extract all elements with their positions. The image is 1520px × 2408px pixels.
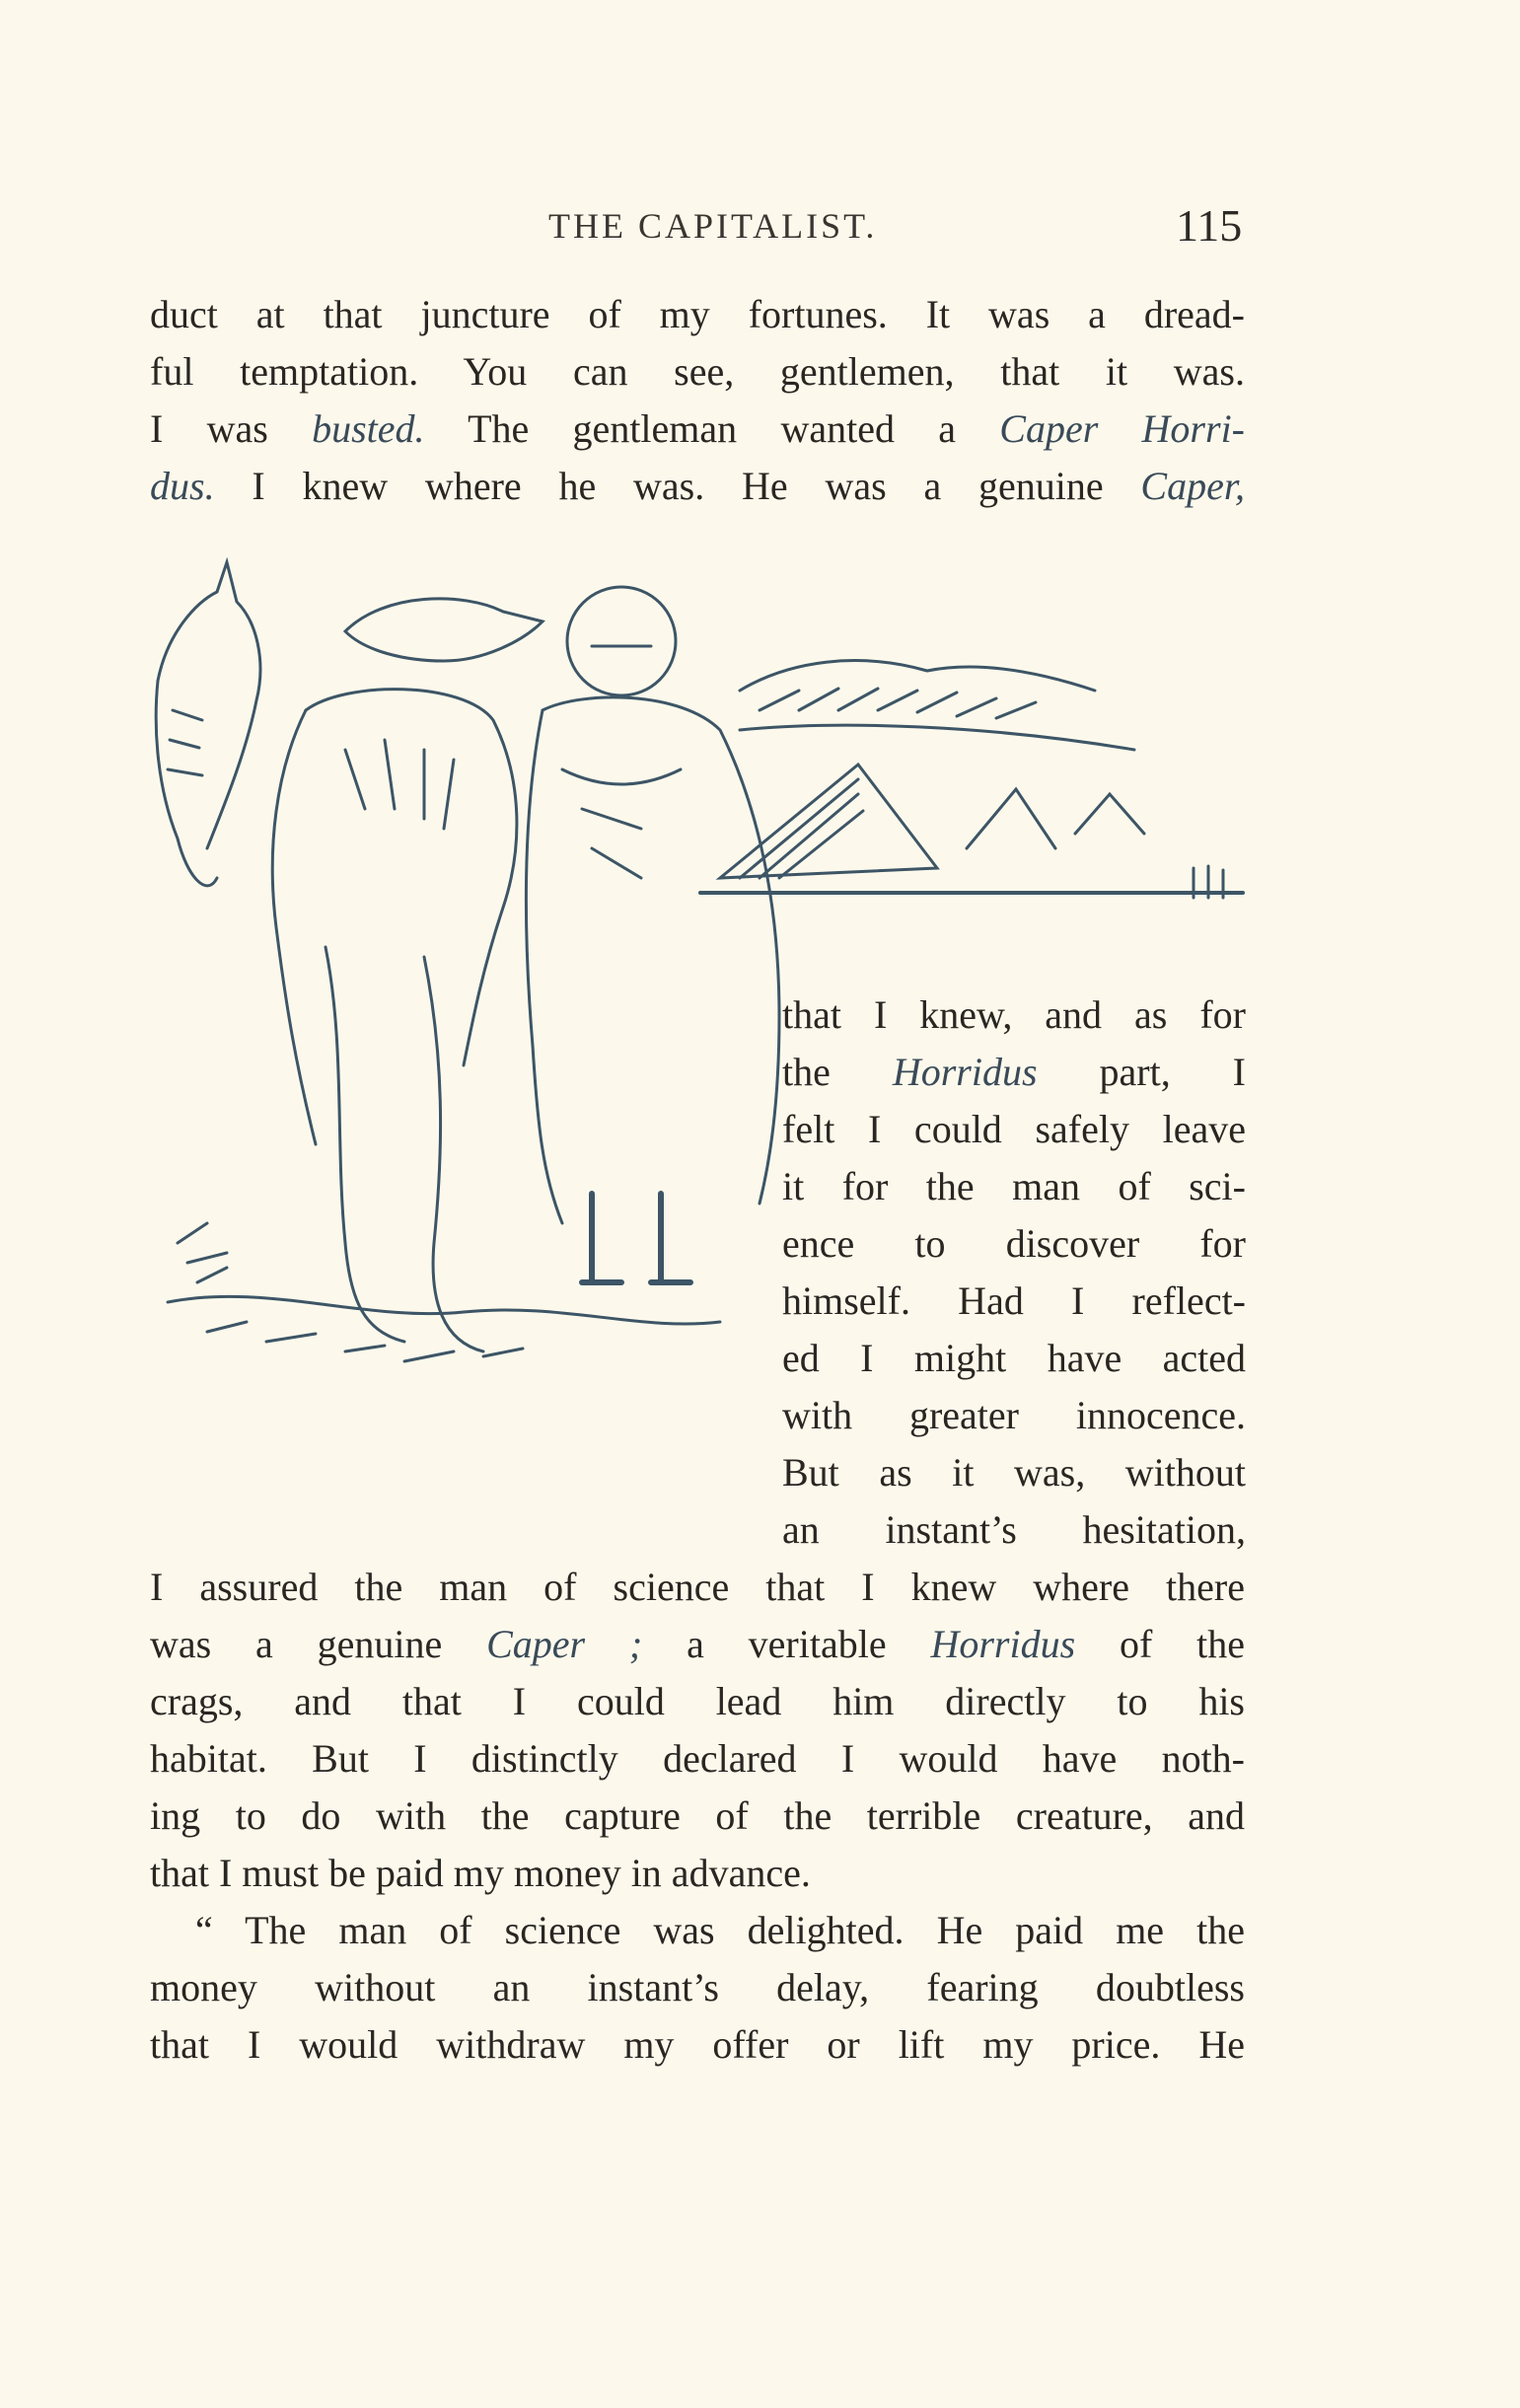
text-segment: that I would withdraw my offer or lift my price. He <box>150 2022 1245 2067</box>
text-line <box>150 1616 1245 1673</box>
text-segment: duct at that juncture of my fortunes. It was a dread- <box>150 292 1245 336</box>
text-line <box>150 2016 1245 2074</box>
text-segment: I was <box>150 406 313 451</box>
text-line <box>782 986 1246 1044</box>
text-line <box>150 1730 1245 1788</box>
italic-segment: busted. <box>312 406 425 451</box>
text-segment: an instant’s hesitation, <box>782 1507 1246 1552</box>
text-line <box>150 1788 1245 1845</box>
text-segment: I knew where he was. He was a genuine <box>214 464 1141 508</box>
italic-segment: Horridus <box>930 1622 1076 1666</box>
text-line <box>782 1044 1246 1101</box>
text-segment: a veritable <box>642 1622 931 1666</box>
text-line <box>195 1902 1245 1959</box>
text-line <box>782 1273 1246 1330</box>
italic-segment: Caper ; <box>486 1622 643 1666</box>
text-segment: The gentleman wanted a <box>424 406 1000 451</box>
text-line <box>150 286 1245 343</box>
text-segment: that I knew, and as for <box>782 992 1246 1037</box>
text-segment: But as it was, without <box>782 1450 1246 1495</box>
text-segment: it for the man of sci- <box>782 1164 1246 1208</box>
text-line <box>150 1845 1245 1902</box>
text-line <box>782 1101 1246 1158</box>
text-line <box>150 343 1245 401</box>
text-segment: the <box>782 1050 893 1094</box>
text-line <box>782 1387 1246 1444</box>
text-line <box>782 1215 1246 1273</box>
text-segment: was a genuine <box>150 1622 487 1666</box>
text-segment: of the <box>1075 1622 1245 1666</box>
text-segment: with greater innocence. <box>782 1393 1246 1437</box>
text-segment: ing to do with the capture of the terrible creature, and <box>150 1793 1245 1838</box>
running-head <box>0 197 1520 256</box>
text-segment: ence to discover for <box>782 1221 1246 1266</box>
italic-segment: Caper Horri- <box>999 406 1245 451</box>
text-line <box>150 1959 1245 2016</box>
page-number: 115 <box>1176 200 1243 251</box>
italic-segment: Caper, <box>1140 464 1245 508</box>
text-segment: himself. Had I reflect- <box>782 1278 1246 1323</box>
running-title: THE CAPITALIST. <box>548 206 878 246</box>
text-line <box>782 1501 1246 1559</box>
text-line <box>150 1559 1245 1616</box>
text-segment: felt I could safely leave <box>782 1107 1246 1151</box>
text-segment: habitat. But I distinctly declared I would have noth- <box>150 1736 1245 1781</box>
text-segment: I assured the man of science that I knew where there <box>150 1565 1245 1609</box>
text-line <box>150 458 1245 515</box>
text-segment: “ The man of science was delighted. He paid me the <box>195 1908 1245 1952</box>
italic-segment: Horridus <box>892 1050 1038 1094</box>
text-segment: part, I <box>1037 1050 1246 1094</box>
text-line <box>782 1158 1246 1215</box>
text-line <box>150 401 1245 458</box>
text-line <box>782 1330 1246 1387</box>
text-segment: crags, and that I could lead him directly to his <box>150 1679 1245 1723</box>
text-segment: ful temptation. You can see, gentlemen, that it was. <box>150 349 1245 394</box>
text-line <box>782 1444 1246 1501</box>
text-segment: that I must be paid my money in advance. <box>150 1851 811 1895</box>
text-segment: ed I might have acted <box>782 1336 1246 1380</box>
text-line <box>150 1673 1245 1730</box>
italic-segment: dus. <box>150 464 215 508</box>
text-segment: money without an instant’s delay, fearing doubtless <box>150 1965 1245 2009</box>
